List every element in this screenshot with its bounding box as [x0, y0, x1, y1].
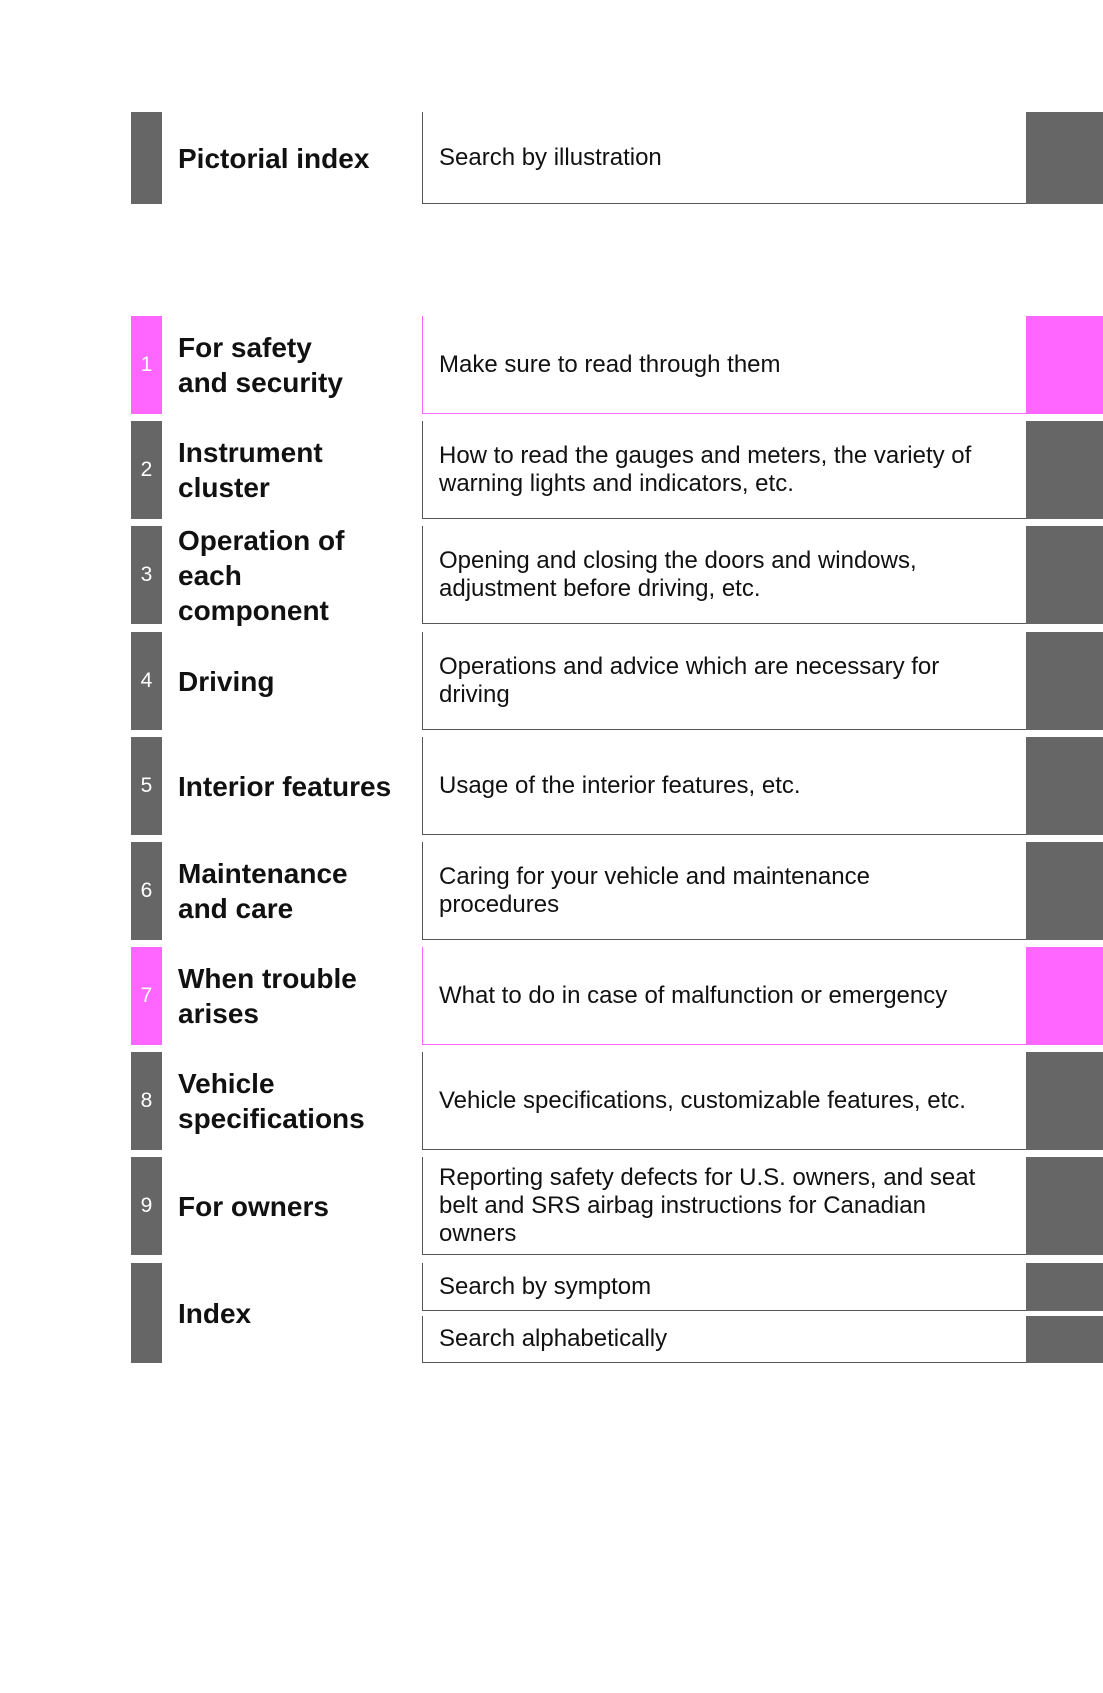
chapter-row-1[interactable]	[0, 316, 1103, 414]
chapter-desc-box-6	[422, 842, 1026, 940]
index-item-alphabetical[interactable]	[0, 1316, 1103, 1363]
chapter-edge-tab-6[interactable]	[1026, 842, 1103, 940]
chapter-title-3: Operation of each component	[178, 524, 345, 626]
pictorial-index-description: Search by illustration	[439, 143, 662, 171]
pictorial-index-row[interactable]	[0, 112, 1103, 204]
index-symptom-box	[422, 1263, 1026, 1311]
pictorial-index-title: Pictorial index	[178, 142, 370, 174]
index-symptom-edge-tab[interactable]	[1026, 1263, 1103, 1311]
chapter-desc-box-2	[422, 421, 1026, 519]
chapter-description-5: Usage of the interior features, etc.	[439, 771, 801, 799]
chapter-title-8: Vehicle specifications	[178, 1068, 365, 1134]
chapter-description-4: Operations and advice which are necessary for driving	[439, 652, 940, 708]
chapter-number-1: 1	[131, 316, 162, 414]
chapter-edge-tab-9[interactable]	[1026, 1157, 1103, 1255]
chapter-edge-tab-3[interactable]	[1026, 526, 1103, 624]
chapter-edge-tab-1[interactable]	[1026, 316, 1103, 414]
chapter-edge-tab-2[interactable]	[1026, 421, 1103, 519]
chapter-edge-tab-4[interactable]	[1026, 632, 1103, 730]
chapter-number-8: 8	[131, 1052, 162, 1150]
chapter-description-7: What to do in case of malfunction or emergency	[439, 981, 948, 1009]
index-row	[0, 1263, 1103, 1363]
chapter-number-5: 5	[131, 737, 162, 835]
chapter-edge-tab-8[interactable]	[1026, 1052, 1103, 1150]
chapter-number-2: 2	[131, 421, 162, 519]
chapter-row-6[interactable]	[0, 842, 1103, 940]
pictorial-index-desc-box	[422, 112, 1026, 204]
index-symptom-label: Search by symptom	[439, 1272, 652, 1300]
chapter-desc-box-9	[422, 1157, 1026, 1255]
chapter-edge-tab-5[interactable]	[1026, 737, 1103, 835]
index-title: Index	[178, 1297, 252, 1329]
chapter-title-7: When trouble arises	[178, 963, 357, 1029]
chapter-row-3[interactable]	[0, 526, 1103, 624]
chapter-number-9: 9	[131, 1157, 162, 1255]
chapter-title-4: Driving	[178, 665, 275, 697]
index-alphabetical-box	[422, 1316, 1026, 1363]
chapter-row-9[interactable]	[0, 1157, 1103, 1255]
chapter-desc-box-5	[422, 737, 1026, 835]
chapter-desc-box-8	[422, 1052, 1026, 1150]
chapter-edge-tab-7[interactable]	[1026, 947, 1103, 1045]
chapter-desc-box-7	[422, 947, 1026, 1045]
chapter-desc-box-4	[422, 632, 1026, 730]
chapter-title-6: Maintenance and care	[178, 858, 348, 924]
pictorial-index-edge-tab[interactable]	[1026, 112, 1103, 204]
chapter-description-1: Make sure to read through them	[439, 350, 781, 378]
chapter-number-3: 3	[131, 526, 162, 624]
chapter-title-1: For safety and security	[178, 332, 343, 398]
chapter-desc-box-1	[422, 316, 1026, 414]
chapter-row-7[interactable]	[0, 947, 1103, 1045]
chapter-description-2: How to read the gauges and meters, the variety of warning lights and indicators, etc.	[439, 441, 972, 497]
chapter-title-5: Interior features	[178, 770, 392, 802]
chapter-title-2: Instrument cluster	[178, 437, 323, 503]
chapter-description-3: Opening and closing the doors and windows, adjustment before driving, etc.	[439, 546, 917, 602]
index-alphabetical-label: Search alphabetically	[439, 1325, 668, 1352]
chapter-number-7: 7	[131, 947, 162, 1045]
index-alphabetical-edge-tab[interactable]	[1026, 1316, 1103, 1363]
chapter-row-5[interactable]	[0, 737, 1103, 835]
chapter-row-8[interactable]	[0, 1052, 1103, 1150]
chapter-description-9: Reporting safety defects for U.S. owners, and seat belt and SRS airbag instructions for Canadian owners	[439, 1163, 976, 1247]
chapter-number-6: 6	[131, 842, 162, 940]
chapter-description-6: Caring for your vehicle and maintenance procedures	[439, 862, 870, 918]
chapter-row-2[interactable]	[0, 421, 1103, 519]
chapter-number-4: 4	[131, 632, 162, 730]
chapter-row-4[interactable]	[0, 632, 1103, 730]
chapter-desc-box-3	[422, 526, 1026, 624]
index-item-symptom[interactable]	[0, 1263, 1103, 1311]
chapter-description-8: Vehicle specifications, customizable features, etc.	[439, 1086, 966, 1114]
pictorial-index-tab	[131, 112, 162, 204]
chapter-title-9: For owners	[178, 1190, 329, 1222]
